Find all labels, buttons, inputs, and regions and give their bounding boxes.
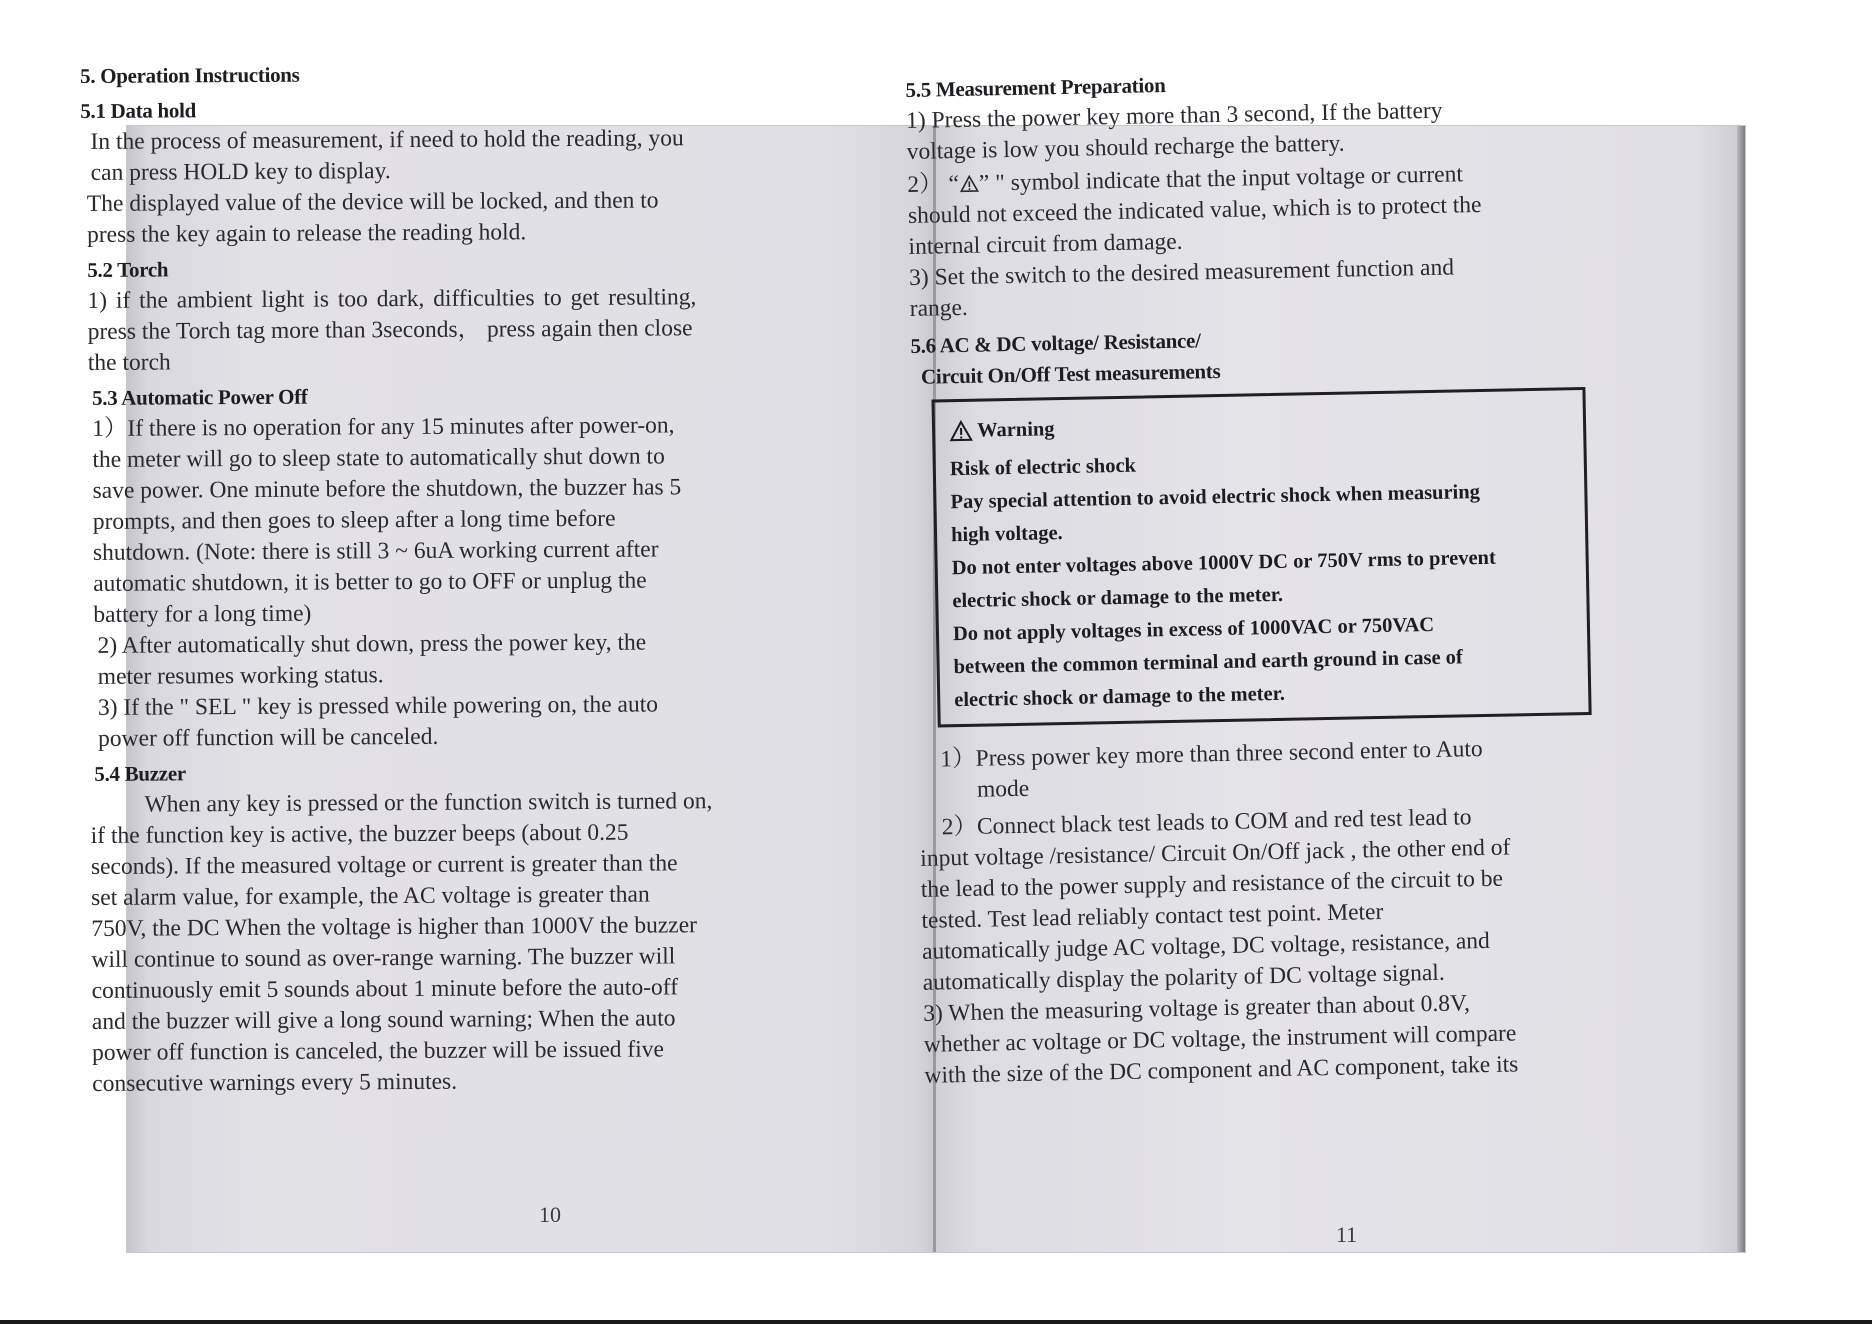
text-line: battery for a long time) [93,600,312,628]
warning-line: Pay special attention to avoid electric shock when measuring [950,481,1481,514]
heading-data-hold: 5.1 Data hold [80,98,197,123]
bottom-border [0,1320,1872,1324]
text-line: 3) When the measuring voltage is greater than about 0.8V, [923,990,1471,1027]
warning-line: high voltage. [950,522,1063,547]
left-page-content [80,58,786,1101]
page-edge-shadow [1737,126,1745,1252]
text-line: 2）Connect black test leads to COM and red test lead to [941,804,1472,841]
text-line: 750V, the DC When the voltage is higher than 1000V the buzzer [91,912,698,942]
text-line: 1）Press power key more than three second enter to Auto [940,736,1483,773]
warning-line: between the common terminal and earth ground in case of [953,646,1463,679]
text-line: if the function key is active, the buzzer beeps (about 0.25 [90,819,629,849]
heading-measurement-preparation: 5.5 Measurement Preparation [905,73,1166,102]
item-text: " symbol indicate that the input voltage or current [994,161,1464,197]
text-line: shutdown. (Note: there is still 3 ~ 6uA working current after [92,536,659,566]
text-line: press the key again to release the reading hold. [86,219,527,248]
text-line: and the buzzer will give a long sound warning; When the auto [91,1005,676,1035]
page-number-left: 10 [539,1202,561,1227]
text-line: power off function is canceled, the buzzer will be issued five [91,1036,664,1066]
text-line: consecutive warnings every 5 minutes. [92,1068,458,1097]
section-title: 5. Operation Instructions [80,62,300,88]
text-line: automatic shutdown, it is better to go to OFF or unplug the [93,567,647,597]
heading-ac-dc-voltage: 5.6 AC & DC voltage/ Resistance/ [910,328,1201,358]
warning-line: Do not enter voltages above 1000V DC or 750V rms to prevent [951,546,1496,580]
right-page-content [905,48,1655,1093]
text-line: will continue to sound as over-range warning. The buzzer will [91,943,676,973]
text-line: the torch [87,349,171,376]
warning-line: Do not apply voltages in excess of 1000VAC or 750VAC [952,613,1435,646]
text-line: mode [976,775,1030,803]
text-line: internal circuit from damage. [908,228,1183,260]
text-line: whether ac voltage or DC voltage, the instrument will compare [923,1020,1517,1058]
text-line: The displayed value of the device will be locked, and then to [86,187,659,217]
heading-buzzer: 5.4 Buzzer [94,761,186,786]
warning-line: electric shock or damage to the meter. [954,682,1286,712]
text-line: In the process of measurement, if need to hold the reading, you [90,125,684,155]
page-number-right: 11 [1336,1222,1358,1247]
warning-line: electric shock or damage to the meter. [952,583,1284,613]
text-line: continuously emit 5 sounds about 1 minute before the auto-off [91,974,679,1004]
text-line: the meter will go to sleep state to automatically shut down to [92,443,665,473]
text-line: tested. Test lead reliably contact test point. Meter [921,898,1384,934]
text-line: prompts, and then goes to sleep after a long time before [92,505,616,535]
text-line: automatically display the polarity of DC voltage signal. [922,959,1445,996]
text-line: voltage is low you should recharge the battery. [906,130,1345,165]
text-line: the lead to the power supply and resistance of the circuit to be [920,865,1504,903]
text-line: 1) if the ambient light is too dark, difficulties to get resulting, [87,284,697,314]
warning-title: Warning [976,418,1055,442]
text-line: should not exceed the indicated value, which is to protect the [907,191,1482,229]
text-line: power off function will be canceled. [98,723,439,752]
warning-triangle-icon [959,175,979,193]
text-line: automatically judge AC voltage, DC voltage, resistance, and [921,927,1490,965]
text-line: set alarm value, for example, the AC voltage is greater than [91,881,650,911]
warning-triangle-icon [949,420,973,442]
text-line: can press HOLD key to display. [90,158,391,186]
text-line: meter resumes working status. [97,662,384,690]
text-line: 1) Press the power key more than 3 second, If the battery [905,97,1443,134]
text-line: with the size of the DC component and AC component, take its [924,1051,1519,1089]
item-prefix: 2） “ [907,170,960,198]
text-line: When any key is pressed or the function switch is turned on, [144,788,713,818]
text-line: 2) After automatically shut down, press the power key, the [97,629,647,659]
heading-torch: 5.2 Torch [87,257,169,282]
heading-auto-power-off: 5.3 Automatic Power Off [91,384,308,410]
text-line: range. [909,294,969,322]
text-line: input voltage /resistance/ Circuit On/Off jack , the other end of [920,834,1511,872]
text-line: press the Torch tag more than 3seconds， press again then close [87,315,693,345]
warning-title-row [949,404,1569,446]
text-line: save power. One minute before the shutdown, the buzzer has 5 [92,474,682,504]
text-line: 3) If the " SEL " key is pressed while powering on, the auto [97,691,659,721]
quote-close: ” [978,170,990,197]
text-line: 3) Set the switch to the desired measurement function and [908,254,1455,291]
heading-circuit-test: Circuit On/Off Test measurements [920,359,1221,389]
warning-box [931,387,1591,727]
text-line: seconds). If the measured voltage or current is greater than the [90,850,678,880]
warning-line: Risk of electric shock [949,454,1137,481]
text-line: 1）If there is no operation for any 15 minutes after power-on, [92,412,675,442]
